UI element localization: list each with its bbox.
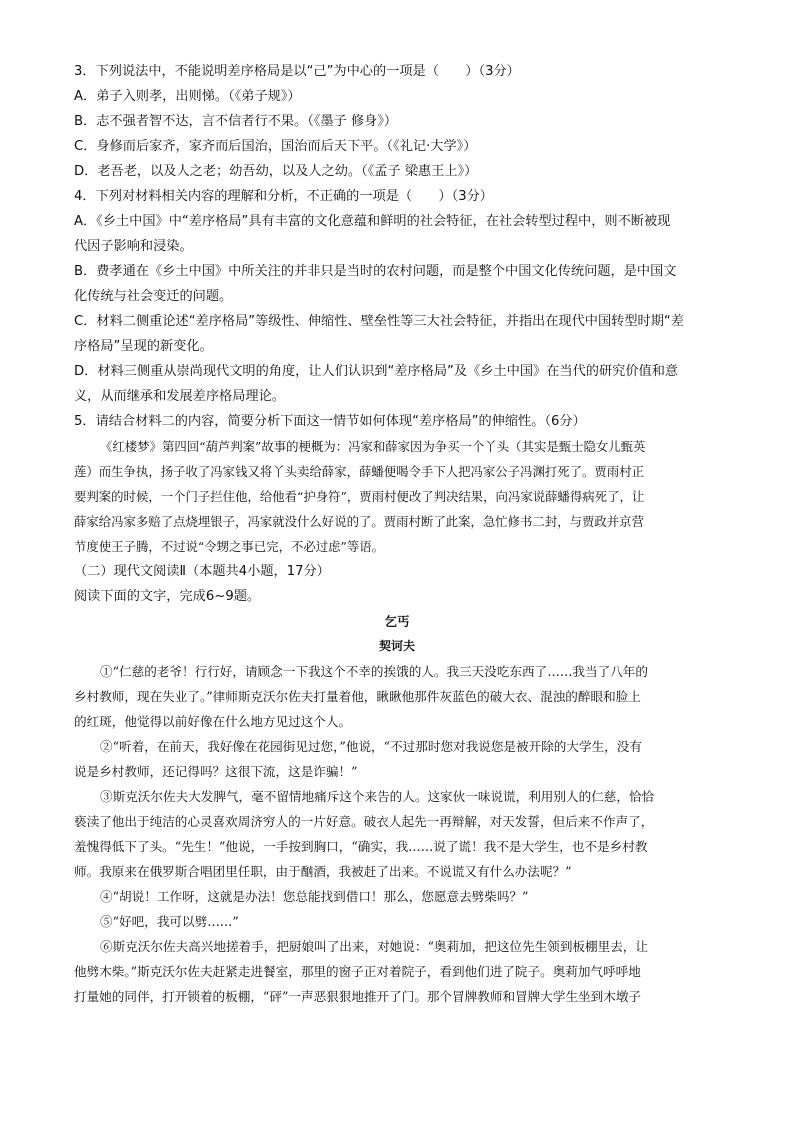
story-paragraph-6-line: 打量她的同伴，打开锁着的板棚，“砰”一声恶狠狠地推开了门。那个冒牌教师和冒牌大学生坐到木墩子 bbox=[74, 989, 642, 1004]
story-paragraph-3-line: 亵渎了他出于纯洁的心灵喜欢周济穷人的一片好意。破衣人起先一再辩解，对天发誓，但后来不作声了， bbox=[74, 814, 654, 829]
section-2-instruction: 阅读下面的文字，完成6~9题。 bbox=[74, 589, 261, 604]
section-2-heading: （二）现代文阅读Ⅱ（本题共4小题，17分） bbox=[74, 564, 330, 579]
question-5-context-line: 节度使王子腾，不过说“令甥之事已完，不必过虑”等语。 bbox=[74, 539, 385, 554]
story-paragraph-2-line: ②“听着，在前天，我好像在花园街见过您，”他说，“不过那时您对我说您是被开除的大学生，没有 bbox=[100, 739, 642, 754]
story-paragraph-3-line: 羞愧得低下了头。“先生！”他说，一手按到胸口，“确实，我……说了谎！我不是大学生，也不是乡村教 bbox=[74, 839, 648, 854]
question-3-option-b: B．志不强者智不达，言不信者行不果。（《墨子 修身》） bbox=[74, 114, 398, 129]
question-4-option-b-line1: B．费孝通在《乡土中国》中所关注的并非只是当时的农村问题，而是整个中国文化传统问题，是中国文 bbox=[74, 264, 677, 279]
question-4-option-a-line1: A．《乡土中国》中“差序格局”具有丰富的文化意蕴和鲜明的社会特征，在社会转型过程中，则不断被现 bbox=[74, 214, 671, 229]
story-paragraph-6-line: ⑥斯克沃尔佐夫高兴地搓着手，把厨娘叫了出来，对她说：“奥莉加，把这位先生领到板棚里去，让 bbox=[100, 939, 648, 954]
story-paragraph-3-line: ③斯克沃尔佐夫大发脾气，毫不留情地痛斥这个来告的人。这家伙一味说谎，利用别人的仁慈，恰恰 bbox=[100, 789, 655, 804]
question-3-option-c: C．身修而后家齐，家齐而后国治，国治而后天下平。（《礼记·大学》） bbox=[74, 139, 477, 154]
question-5-context-line: 薛家给冯家多赔了点烧埋银子，冯家就没什么好说的了。贾雨村断了此案，急忙修书二封，与贾政并京营 bbox=[74, 514, 644, 529]
story-paragraph-1-line: 乡村教师，现在失业了。”律师斯克沃尔佐夫打量着他，瞅瞅他那件灰蓝色的破大衣、混浊的醉眼和脸上 bbox=[74, 689, 641, 704]
question-4-option-a-line2: 代因子影响和浸染。 bbox=[74, 239, 193, 254]
question-4-option-c-line1: C．材料二侧重论述“差序格局”等级性、伸缩性、壁垒性等三大社会特征，并指出在现代中国转型时期“差 bbox=[74, 314, 684, 329]
story-paragraph-1-line: ①“仁慈的老爷！行行好，请顾念一下我这个不幸的挨饿的人。我三天没吃东西了……我当了八年的 bbox=[100, 664, 648, 679]
question-5-stem: 5．请结合材料二的内容，简要分析下面这一情节如何体现“差序格局”的伸缩性。（6分） bbox=[74, 414, 586, 429]
story-paragraph-6-line: 他劈木柴。”斯克沃尔佐夫赶紧走进餐室，那里的窗子正对着院子，看到他们进了院子。奥莉加气呼呼地 bbox=[74, 964, 641, 979]
question-3-option-d: D．老吾老，以及人之老；幼吾幼，以及人之幼。（《孟子 梁惠王上》） bbox=[74, 164, 478, 179]
question-4-option-d-line1: D．材料三侧重从崇尚现代文明的角度，让人们认识到“差序格局”及《乡土中国》在当代的研究价值和意 bbox=[74, 364, 679, 379]
story-paragraph-1-line: 的红斑，他觉得以前好像在什么地方见过这个人。 bbox=[74, 714, 352, 729]
story-paragraph-5-line: ⑤“好吧，我可以劈……” bbox=[100, 914, 239, 929]
question-4-option-b-line2: 化传统与社会变迁的问题。 bbox=[74, 289, 233, 304]
question-4-stem: 4．下列对材料相关内容的理解和分析，不正确的一项是（ ）（3分） bbox=[74, 189, 493, 204]
story-paragraph-3-line: 师。我原来在俄罗斯合唱团里任职，由于酗酒，我被赶了出来。不说谎又有什么办法呢？” bbox=[74, 864, 572, 879]
story-title: 乞丐 bbox=[384, 614, 410, 629]
question-3-stem: 3．下列说法中，不能说明差序格局是以“己”为中心的一项是（ ）（3分） bbox=[74, 64, 520, 79]
story-paragraph-2-line: 说是乡村教师，还记得吗？这很下流，这是诈骗！” bbox=[74, 764, 358, 779]
story-paragraph-4-line: ④“胡说！工作呀，这就是办法！您总能找到借口！那么，您愿意去劈柴吗？” bbox=[100, 889, 529, 904]
question-5-context-line: 《红楼梦》第四回“葫芦判案”故事的梗概为：冯家和薛家因为争买一个丫头（其实是甄士隐女儿甄英 bbox=[100, 439, 646, 454]
question-4-option-c-line2: 序格局”呈现的新变化。 bbox=[74, 339, 213, 354]
question-4-option-d-line2: 义，从而继承和发展差序格局理论。 bbox=[74, 389, 285, 404]
question-5-context-line: 莲）而生争执，扬子收了冯家钱又将丫头卖给薛家，薛蟠便喝令手下人把冯家公子冯渊打死了。贾雨村正 bbox=[74, 464, 644, 479]
story-author: 契诃夫 bbox=[378, 639, 415, 653]
question-3-option-a: A．弟子入则孝，出则悌。（《弟子规》） bbox=[74, 89, 301, 104]
question-5-context-line: 要判案的时候，一个门子拦住他，给他看“护身符”，贾雨村便改了判决结果，向冯家说薛蟠得病死了，让 bbox=[74, 489, 645, 504]
